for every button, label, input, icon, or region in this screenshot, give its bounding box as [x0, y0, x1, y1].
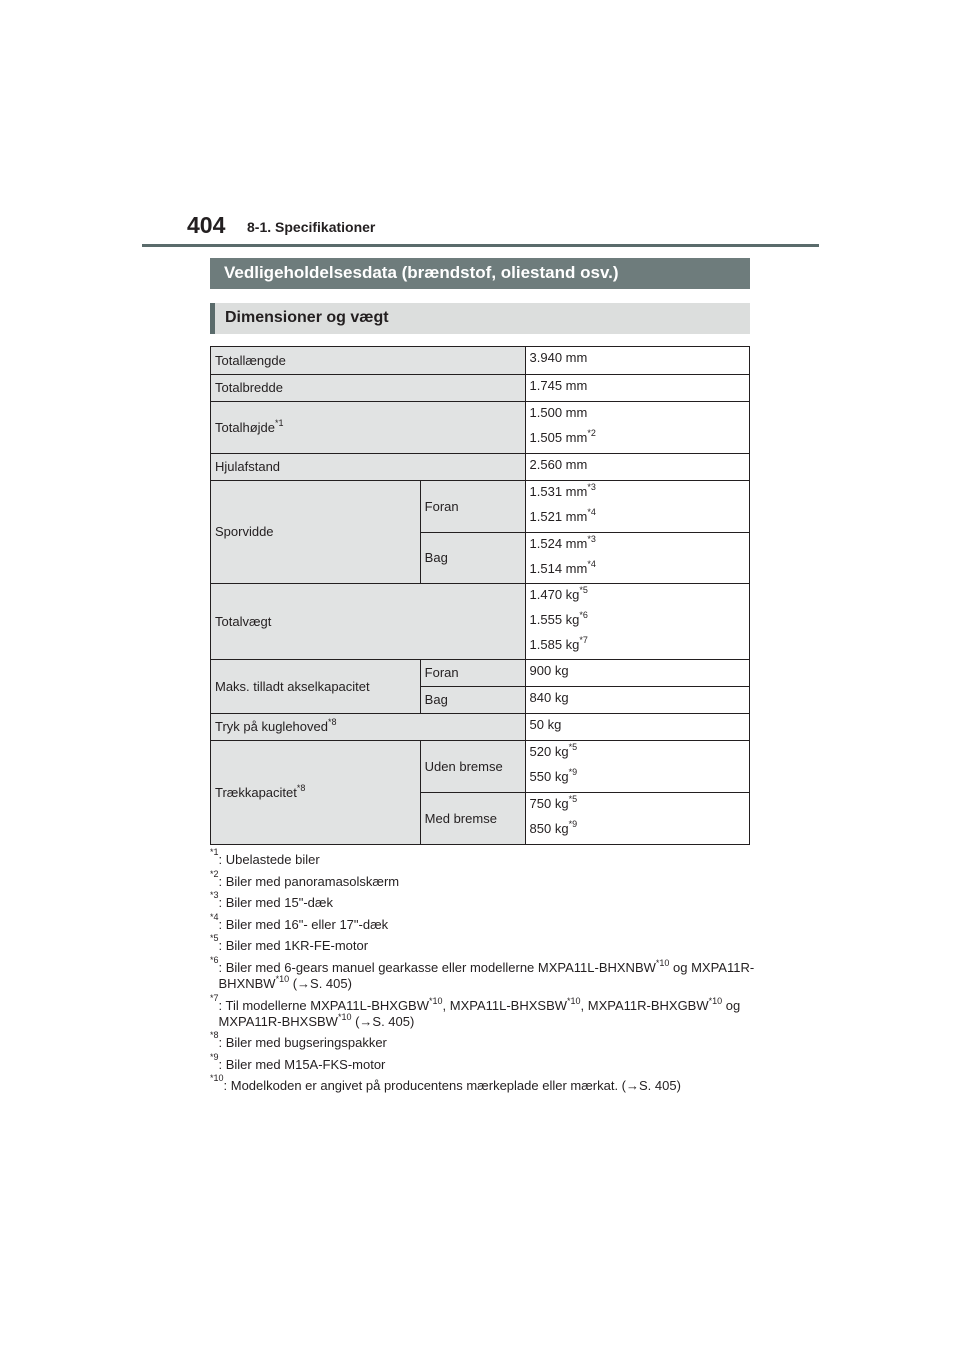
table-row	[211, 714, 750, 741]
row-label: Totalbredde	[211, 375, 526, 402]
table-row	[211, 375, 750, 402]
value-line: 750 $kg^{*5}$	[529, 794, 578, 811]
value-line: 1.514 $mm^{*4}$	[529, 559, 596, 576]
footnote: *1 : Ubelastede biler	[210, 847, 320, 867]
value-line: 1.531 $mm^{*3}$	[529, 482, 596, 499]
page-number: 404	[187, 212, 226, 238]
table-row	[211, 584, 750, 660]
row-sublabel: Med bremse	[420, 793, 525, 845]
row-value: 900 kg	[525, 660, 749, 687]
row-label: Trækkapacitet$^{*8}$	[211, 741, 421, 845]
value-line: 1.470 $kg^{*5}$	[529, 585, 588, 602]
row-value: 3.940 mm	[525, 347, 749, 375]
row-value	[525, 481, 749, 533]
dimensions-table	[210, 346, 750, 845]
row-sublabel: Bag	[420, 687, 525, 714]
table-row	[211, 402, 750, 454]
value-line: 1.521 $mm^{*4}$	[529, 507, 596, 524]
table-row	[211, 741, 750, 793]
value-line: 1.524 $mm^{*3}$	[529, 534, 596, 551]
row-value: 50 kg	[525, 714, 749, 741]
row-value	[525, 793, 749, 845]
row-value: 840 kg	[525, 687, 749, 714]
row-value: 1.745 mm	[525, 375, 749, 402]
footnote: *4 : Biler med 16"- eller 17"-dæk	[210, 911, 389, 932]
row-value	[525, 402, 749, 454]
footnote: *2 : Biler med panoramasolskærm	[210, 868, 400, 889]
table-row	[211, 481, 750, 533]
footnote: *9 : Biler med M15A-FKS-motor	[210, 1051, 386, 1072]
value-line: 1.505 $mm^{*2}$	[529, 428, 596, 445]
row-label: Totalvægt	[211, 584, 526, 660]
table-row	[211, 660, 750, 687]
footnote: *6 : Biler med 6-gears manuel gearkasse eller modellerne MXPA11L-BHXNBW$^{*10}$ og MXPA11R-BHXNBW$^{*10}$ (→S. 405)	[210, 954, 755, 991]
row-label: Maks. tilladt akselkapacitet	[211, 660, 421, 714]
row-label: Sporvidde	[211, 481, 421, 584]
footnote: *5 : Biler med 1KR-FE-motor	[210, 933, 369, 954]
row-value	[525, 741, 749, 793]
value-line: 1.585 $kg^{*7}$	[529, 635, 588, 652]
row-label: Hjulafstand	[211, 454, 526, 481]
subsection-heading: Dimensioner og vægt	[210, 303, 750, 334]
table-row	[211, 347, 750, 375]
footnote: *3 : Biler med 15"-dæk	[210, 890, 333, 911]
footnote: *8 : Biler med bugseringspakker	[210, 1030, 387, 1051]
section-heading: Vedligeholdelsesdata (brændstof, oliestand osv.)	[210, 258, 750, 289]
row-sublabel: Foran	[420, 481, 525, 533]
table-row	[211, 454, 750, 481]
value-line: 520 $kg^{*5}$	[529, 742, 578, 759]
value-line: 1.500 mm	[529, 405, 588, 420]
row-value: 2.560 mm	[525, 454, 749, 481]
footnote: *7 : Til modellerne MXPA11L-BHXGBW$^{*10}$, MXPA11L-BHXSBW$^{*10}$, MXPA11R-BHXGBW$^{*10}$ og MXPA11R-BHXSBW$^{*10}$ (→S. 405)	[210, 992, 741, 1029]
row-sublabel: Bag	[420, 533, 525, 584]
footnotes	[210, 847, 770, 1100]
row-label: Totallængde	[211, 347, 526, 375]
row-label: Totalhøjde$^{*1}$	[211, 402, 526, 454]
row-label: Tryk på kuglehoved$^{*8}$	[211, 714, 526, 741]
value-line: 850 $kg^{*9}$	[529, 819, 578, 836]
header-rule	[142, 244, 819, 247]
value-line: 550 $kg^{*9}$	[529, 767, 578, 784]
row-sublabel: Foran	[420, 660, 525, 687]
footnote: *10 : Modelkoden er angivet på producentens mærkeplade eller mærkat. (→S. 405)	[210, 1073, 681, 1094]
chapter-title: 8-1. Specifikationer	[247, 219, 376, 235]
value-line: 1.555 $kg^{*6}$	[529, 610, 588, 627]
row-value	[525, 584, 749, 660]
row-sublabel: Uden bremse	[420, 741, 525, 793]
row-value	[525, 533, 749, 584]
